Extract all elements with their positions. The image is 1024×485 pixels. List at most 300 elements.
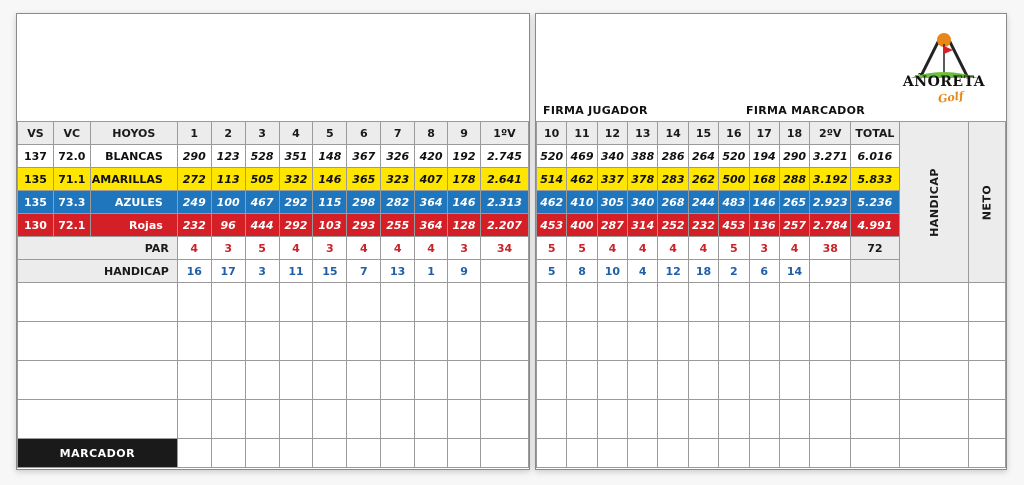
score-field[interactable]: [597, 361, 627, 400]
header-row: [18, 122, 529, 145]
neto-vertical-header: [969, 122, 1006, 283]
slope-value: 135: [18, 168, 54, 191]
score-field[interactable]: [749, 361, 779, 400]
score-field[interactable]: [719, 322, 749, 361]
score-field[interactable]: [688, 400, 718, 439]
score-field[interactable]: [567, 361, 597, 400]
hole-handicap: 10: [597, 260, 627, 283]
hole-distance: 367: [347, 145, 381, 168]
hole-distance: 365: [347, 168, 381, 191]
score-field[interactable]: [597, 283, 627, 322]
score-field[interactable]: [245, 400, 279, 439]
score-field[interactable]: [480, 361, 528, 400]
score-field[interactable]: [810, 283, 851, 322]
hole-distance: 257: [779, 214, 809, 237]
score-field[interactable]: [749, 400, 779, 439]
score-field[interactable]: [719, 439, 749, 468]
score-field[interactable]: [211, 322, 245, 361]
score-field[interactable]: [719, 361, 749, 400]
score-field[interactable]: [415, 283, 448, 322]
score-field[interactable]: [597, 439, 627, 468]
hole-distance: 410: [567, 191, 597, 214]
hole-handicap: 4: [628, 260, 658, 283]
hole-distance: 462: [537, 191, 567, 214]
hole-distance: 103: [313, 214, 347, 237]
score-field[interactable]: [810, 439, 851, 468]
hole-number: 9: [448, 122, 481, 145]
hole-handicap: 12: [658, 260, 688, 283]
player-name-field[interactable]: [18, 361, 178, 400]
score-entry-row: [537, 283, 1006, 322]
score-field[interactable]: [480, 400, 528, 439]
hole-distance: 467: [245, 191, 279, 214]
scorecard-front-nine: [16, 13, 530, 470]
score-field[interactable]: [448, 322, 481, 361]
hole-handicap: 3: [245, 260, 279, 283]
hole-handicap: 16: [177, 260, 211, 283]
score-field[interactable]: [537, 283, 567, 322]
hole-distance: 265: [779, 191, 809, 214]
hole-distance: 337: [597, 168, 627, 191]
hole-distance: 272: [177, 168, 211, 191]
score-field[interactable]: [658, 283, 688, 322]
score-field[interactable]: [177, 439, 211, 468]
tee-row-amarillas: [18, 168, 529, 191]
score-field[interactable]: [899, 400, 969, 439]
score-entry-row: [537, 439, 1006, 468]
hole-distance: 268: [658, 191, 688, 214]
score-field[interactable]: [480, 439, 528, 468]
score-field[interactable]: [537, 361, 567, 400]
score-field[interactable]: [381, 322, 415, 361]
hole-number: 8: [415, 122, 448, 145]
hole-par: 4: [658, 237, 688, 260]
in-distance: 2.923: [810, 191, 851, 214]
score-field[interactable]: [448, 283, 481, 322]
score-field[interactable]: [347, 322, 381, 361]
vc-header: VC: [53, 122, 90, 145]
hole-number: 12: [597, 122, 627, 145]
hole-distance: 232: [177, 214, 211, 237]
score-field[interactable]: [448, 400, 481, 439]
total-distance: 4.991: [851, 214, 899, 237]
hole-distance: 113: [211, 168, 245, 191]
score-field[interactable]: [779, 283, 809, 322]
hole-par: 3: [211, 237, 245, 260]
hole-par: 5: [567, 237, 597, 260]
score-field[interactable]: [381, 400, 415, 439]
hole-par: 4: [381, 237, 415, 260]
hole-distance: 388: [628, 145, 658, 168]
score-field[interactable]: [415, 322, 448, 361]
hole-distance: 520: [537, 145, 567, 168]
in-distance: 2.784: [810, 214, 851, 237]
score-field[interactable]: [969, 322, 1006, 361]
hole-distance: 286: [658, 145, 688, 168]
hole-distance: 146: [313, 168, 347, 191]
hole-distance: 378: [628, 168, 658, 191]
hole-number: 16: [719, 122, 749, 145]
score-field[interactable]: [851, 322, 899, 361]
hole-handicap: 17: [211, 260, 245, 283]
hole-par: 3: [313, 237, 347, 260]
hole-number: 1: [177, 122, 211, 145]
hole-distance: 364: [415, 214, 448, 237]
score-field[interactable]: [628, 400, 658, 439]
score-field[interactable]: [415, 361, 448, 400]
hole-distance: 283: [658, 168, 688, 191]
hole-distance: 262: [688, 168, 718, 191]
score-entry-row: [537, 361, 1006, 400]
score-field[interactable]: [658, 400, 688, 439]
in-par: 38: [810, 237, 851, 260]
score-field[interactable]: [899, 283, 969, 322]
hole-distance: 128: [448, 214, 481, 237]
score-field[interactable]: [719, 400, 749, 439]
score-field[interactable]: [688, 361, 718, 400]
out-distance: 2.313: [480, 191, 528, 214]
hole-distance: 232: [688, 214, 718, 237]
slope-value: 135: [18, 191, 54, 214]
hole-number: 13: [628, 122, 658, 145]
hole-handicap: 14: [779, 260, 809, 283]
hole-distance: 290: [177, 145, 211, 168]
score-field[interactable]: [899, 361, 969, 400]
hole-distance: 469: [567, 145, 597, 168]
score-field[interactable]: [810, 322, 851, 361]
score-field[interactable]: [851, 361, 899, 400]
hole-distance: 420: [415, 145, 448, 168]
score-field[interactable]: [851, 400, 899, 439]
hole-number: 11: [567, 122, 597, 145]
hole-distance: 505: [245, 168, 279, 191]
score-field[interactable]: [567, 283, 597, 322]
hole-distance: 192: [448, 145, 481, 168]
hole-distance: 520: [719, 145, 749, 168]
hole-distance: 293: [347, 214, 381, 237]
score-field[interactable]: [313, 439, 347, 468]
hole-distance: 264: [688, 145, 718, 168]
hole-number: 6: [347, 122, 381, 145]
score-field[interactable]: [779, 322, 809, 361]
hole-number: 18: [779, 122, 809, 145]
player-name-field[interactable]: [18, 283, 178, 322]
score-field[interactable]: [347, 439, 381, 468]
score-entry-row: [18, 322, 529, 361]
score-field[interactable]: [177, 283, 211, 322]
score-field[interactable]: [347, 361, 381, 400]
tee-row-rojas: [18, 214, 529, 237]
score-field[interactable]: [347, 400, 381, 439]
hole-number: 14: [658, 122, 688, 145]
hole-distance: 514: [537, 168, 567, 191]
hole-distance: 146: [448, 191, 481, 214]
hole-distance: 252: [658, 214, 688, 237]
hole-distance: 178: [448, 168, 481, 191]
front-nine-table: [17, 121, 529, 468]
score-field[interactable]: [279, 361, 313, 400]
scorecard-back-nine: [535, 13, 1007, 470]
score-field[interactable]: [537, 400, 567, 439]
score-field[interactable]: [658, 322, 688, 361]
score-field[interactable]: [749, 322, 779, 361]
score-field[interactable]: [211, 361, 245, 400]
slope-value: 130: [18, 214, 54, 237]
tee-row-azules: [18, 191, 529, 214]
in-distance: 3.271: [810, 145, 851, 168]
score-field[interactable]: [628, 439, 658, 468]
par-row: [18, 237, 529, 260]
hole-distance: 528: [245, 145, 279, 168]
hole-distance: 115: [313, 191, 347, 214]
hole-number: 7: [381, 122, 415, 145]
score-field[interactable]: [211, 400, 245, 439]
score-field[interactable]: [969, 439, 1006, 468]
hole-distance: 249: [177, 191, 211, 214]
score-field[interactable]: [597, 322, 627, 361]
score-entry-row: [18, 283, 529, 322]
score-field[interactable]: [245, 361, 279, 400]
anoreta-golf-logo: [898, 28, 990, 108]
hole-distance: 332: [279, 168, 313, 191]
hole-par: 5: [719, 237, 749, 260]
hole-par: 4: [177, 237, 211, 260]
score-field[interactable]: [688, 439, 718, 468]
hole-distance: 282: [381, 191, 415, 214]
score-field[interactable]: [969, 361, 1006, 400]
hole-distance: 314: [628, 214, 658, 237]
hole-distance: 407: [415, 168, 448, 191]
hole-par: 3: [448, 237, 481, 260]
hole-distance: 400: [567, 214, 597, 237]
marker-row: [18, 439, 529, 468]
vs-header: VS: [18, 122, 54, 145]
score-field[interactable]: [851, 439, 899, 468]
score-field[interactable]: [313, 361, 347, 400]
tee-name: AMARILLAS: [90, 168, 177, 191]
hole-distance: 453: [537, 214, 567, 237]
marker-label: MARCADOR: [18, 439, 178, 468]
score-field[interactable]: [245, 283, 279, 322]
tee-row-blancas: [18, 145, 529, 168]
neto-vertical-label: NETO: [980, 184, 994, 220]
score-field[interactable]: [177, 322, 211, 361]
hole-number: 2: [211, 122, 245, 145]
score-field[interactable]: [749, 283, 779, 322]
hole-distance: 136: [749, 214, 779, 237]
score-field[interactable]: [177, 400, 211, 439]
hole-distance: 500: [719, 168, 749, 191]
score-field[interactable]: [779, 439, 809, 468]
hole-distance: 298: [347, 191, 381, 214]
score-field[interactable]: [381, 439, 415, 468]
hole-distance: 96: [211, 214, 245, 237]
score-field[interactable]: [567, 439, 597, 468]
score-field[interactable]: [279, 283, 313, 322]
score-field[interactable]: [279, 400, 313, 439]
hole-number: 5: [313, 122, 347, 145]
hole-distance: 148: [313, 145, 347, 168]
score-field[interactable]: [381, 361, 415, 400]
score-field[interactable]: [415, 439, 448, 468]
hole-handicap: 9: [448, 260, 481, 283]
score-field[interactable]: [749, 439, 779, 468]
score-field[interactable]: [969, 283, 1006, 322]
score-field[interactable]: [658, 361, 688, 400]
hole-distance: 326: [381, 145, 415, 168]
handicap-vertical-label: HANDICAP: [927, 167, 941, 237]
hole-distance: 290: [779, 145, 809, 168]
hole-par: 5: [245, 237, 279, 260]
hole-distance: 244: [688, 191, 718, 214]
hole-distance: 255: [381, 214, 415, 237]
course-rating: 73.3: [53, 191, 90, 214]
tee-name: BLANCAS: [90, 145, 177, 168]
score-field[interactable]: [211, 283, 245, 322]
score-field[interactable]: [899, 439, 969, 468]
back-nine-table: [536, 121, 1006, 468]
score-field[interactable]: [969, 400, 1006, 439]
score-field[interactable]: [688, 283, 718, 322]
course-rating: 72.0: [53, 145, 90, 168]
score-field[interactable]: [415, 400, 448, 439]
score-field[interactable]: [810, 400, 851, 439]
in-header: 2ºV: [810, 122, 851, 145]
score-field[interactable]: [211, 439, 245, 468]
hole-handicap: 7: [347, 260, 381, 283]
hole-handicap: 11: [279, 260, 313, 283]
handicap-label: HANDICAP: [18, 260, 178, 283]
hole-distance: 340: [597, 145, 627, 168]
score-field[interactable]: [628, 361, 658, 400]
score-field[interactable]: [779, 361, 809, 400]
total-header: TOTAL: [851, 122, 899, 145]
score-field[interactable]: [658, 439, 688, 468]
marker-signature-label: FIRMA MARCADOR: [746, 104, 866, 117]
hole-distance: 305: [597, 191, 627, 214]
hole-par: 4: [279, 237, 313, 260]
out-distance: 2.207: [480, 214, 528, 237]
score-field[interactable]: [779, 400, 809, 439]
score-field[interactable]: [597, 400, 627, 439]
player-name-field[interactable]: [18, 400, 178, 439]
score-field[interactable]: [567, 322, 597, 361]
score-entry-row: [537, 400, 1006, 439]
score-field[interactable]: [628, 283, 658, 322]
score-field[interactable]: [537, 322, 567, 361]
hole-number: 15: [688, 122, 718, 145]
score-field[interactable]: [177, 361, 211, 400]
score-field[interactable]: [810, 361, 851, 400]
tee-name: AZULES: [90, 191, 177, 214]
score-field[interactable]: [851, 283, 899, 322]
total-distance: 5.833: [851, 168, 899, 191]
hole-distance: 292: [279, 191, 313, 214]
hole-handicap: 6: [749, 260, 779, 283]
hole-distance: 288: [779, 168, 809, 191]
total-distance: 5.236: [851, 191, 899, 214]
out-par: 34: [480, 237, 528, 260]
player-name-field[interactable]: [18, 322, 178, 361]
logo-name: AÑORETA: [902, 74, 986, 90]
score-field[interactable]: [245, 322, 279, 361]
hole-par: 4: [779, 237, 809, 260]
score-field[interactable]: [381, 283, 415, 322]
score-field[interactable]: [448, 439, 481, 468]
hole-par: 4: [688, 237, 718, 260]
header-row: [537, 122, 1006, 145]
course-rating: 72.1: [53, 214, 90, 237]
out-header: 1ºV: [480, 122, 528, 145]
hole-distance: 453: [719, 214, 749, 237]
handicap-vertical-header: [899, 122, 969, 283]
hole-handicap: 2: [719, 260, 749, 283]
hole-number: 17: [749, 122, 779, 145]
score-field[interactable]: [279, 439, 313, 468]
hole-distance: 323: [381, 168, 415, 191]
score-field[interactable]: [688, 322, 718, 361]
hole-distance: 351: [279, 145, 313, 168]
hole-distance: 483: [719, 191, 749, 214]
in-distance: 3.192: [810, 168, 851, 191]
score-field[interactable]: [245, 439, 279, 468]
hole-handicap: 1: [415, 260, 448, 283]
par-label: PAR: [18, 237, 178, 260]
hole-distance: 194: [749, 145, 779, 168]
hole-number: 10: [537, 122, 567, 145]
score-field[interactable]: [347, 283, 381, 322]
score-field[interactable]: [313, 400, 347, 439]
out-distance: 2.745: [480, 145, 528, 168]
out-distance: 2.641: [480, 168, 528, 191]
score-field[interactable]: [719, 283, 749, 322]
score-field[interactable]: [279, 322, 313, 361]
hole-distance: 100: [211, 191, 245, 214]
score-field[interactable]: [313, 322, 347, 361]
score-field[interactable]: [480, 283, 528, 322]
hole-handicap: 13: [381, 260, 415, 283]
total-par: 72: [851, 237, 899, 260]
hole-distance: 340: [628, 191, 658, 214]
hole-distance: 364: [415, 191, 448, 214]
hole-distance: 146: [749, 191, 779, 214]
score-field[interactable]: [448, 361, 481, 400]
hole-par: 3: [749, 237, 779, 260]
hole-number: 3: [245, 122, 279, 145]
hole-distance: 287: [597, 214, 627, 237]
logo-sub: Golf: [937, 89, 965, 106]
handicap-row: [18, 260, 529, 283]
player-signature-label: FIRMA JUGADOR: [543, 104, 648, 117]
score-field[interactable]: [628, 322, 658, 361]
hole-handicap: 18: [688, 260, 718, 283]
score-entry-row: [18, 400, 529, 439]
hole-handicap: 15: [313, 260, 347, 283]
score-field[interactable]: [313, 283, 347, 322]
hole-distance: 168: [749, 168, 779, 191]
out-handicap-empty: [480, 260, 528, 283]
score-field[interactable]: [899, 322, 969, 361]
score-field[interactable]: [567, 400, 597, 439]
total-handicap-empty: [851, 260, 899, 283]
hole-number: 4: [279, 122, 313, 145]
hole-par: 4: [347, 237, 381, 260]
notes-area: [17, 14, 529, 121]
score-entry-row: [537, 322, 1006, 361]
score-field[interactable]: [537, 439, 567, 468]
hole-distance: 292: [279, 214, 313, 237]
score-field[interactable]: [480, 322, 528, 361]
